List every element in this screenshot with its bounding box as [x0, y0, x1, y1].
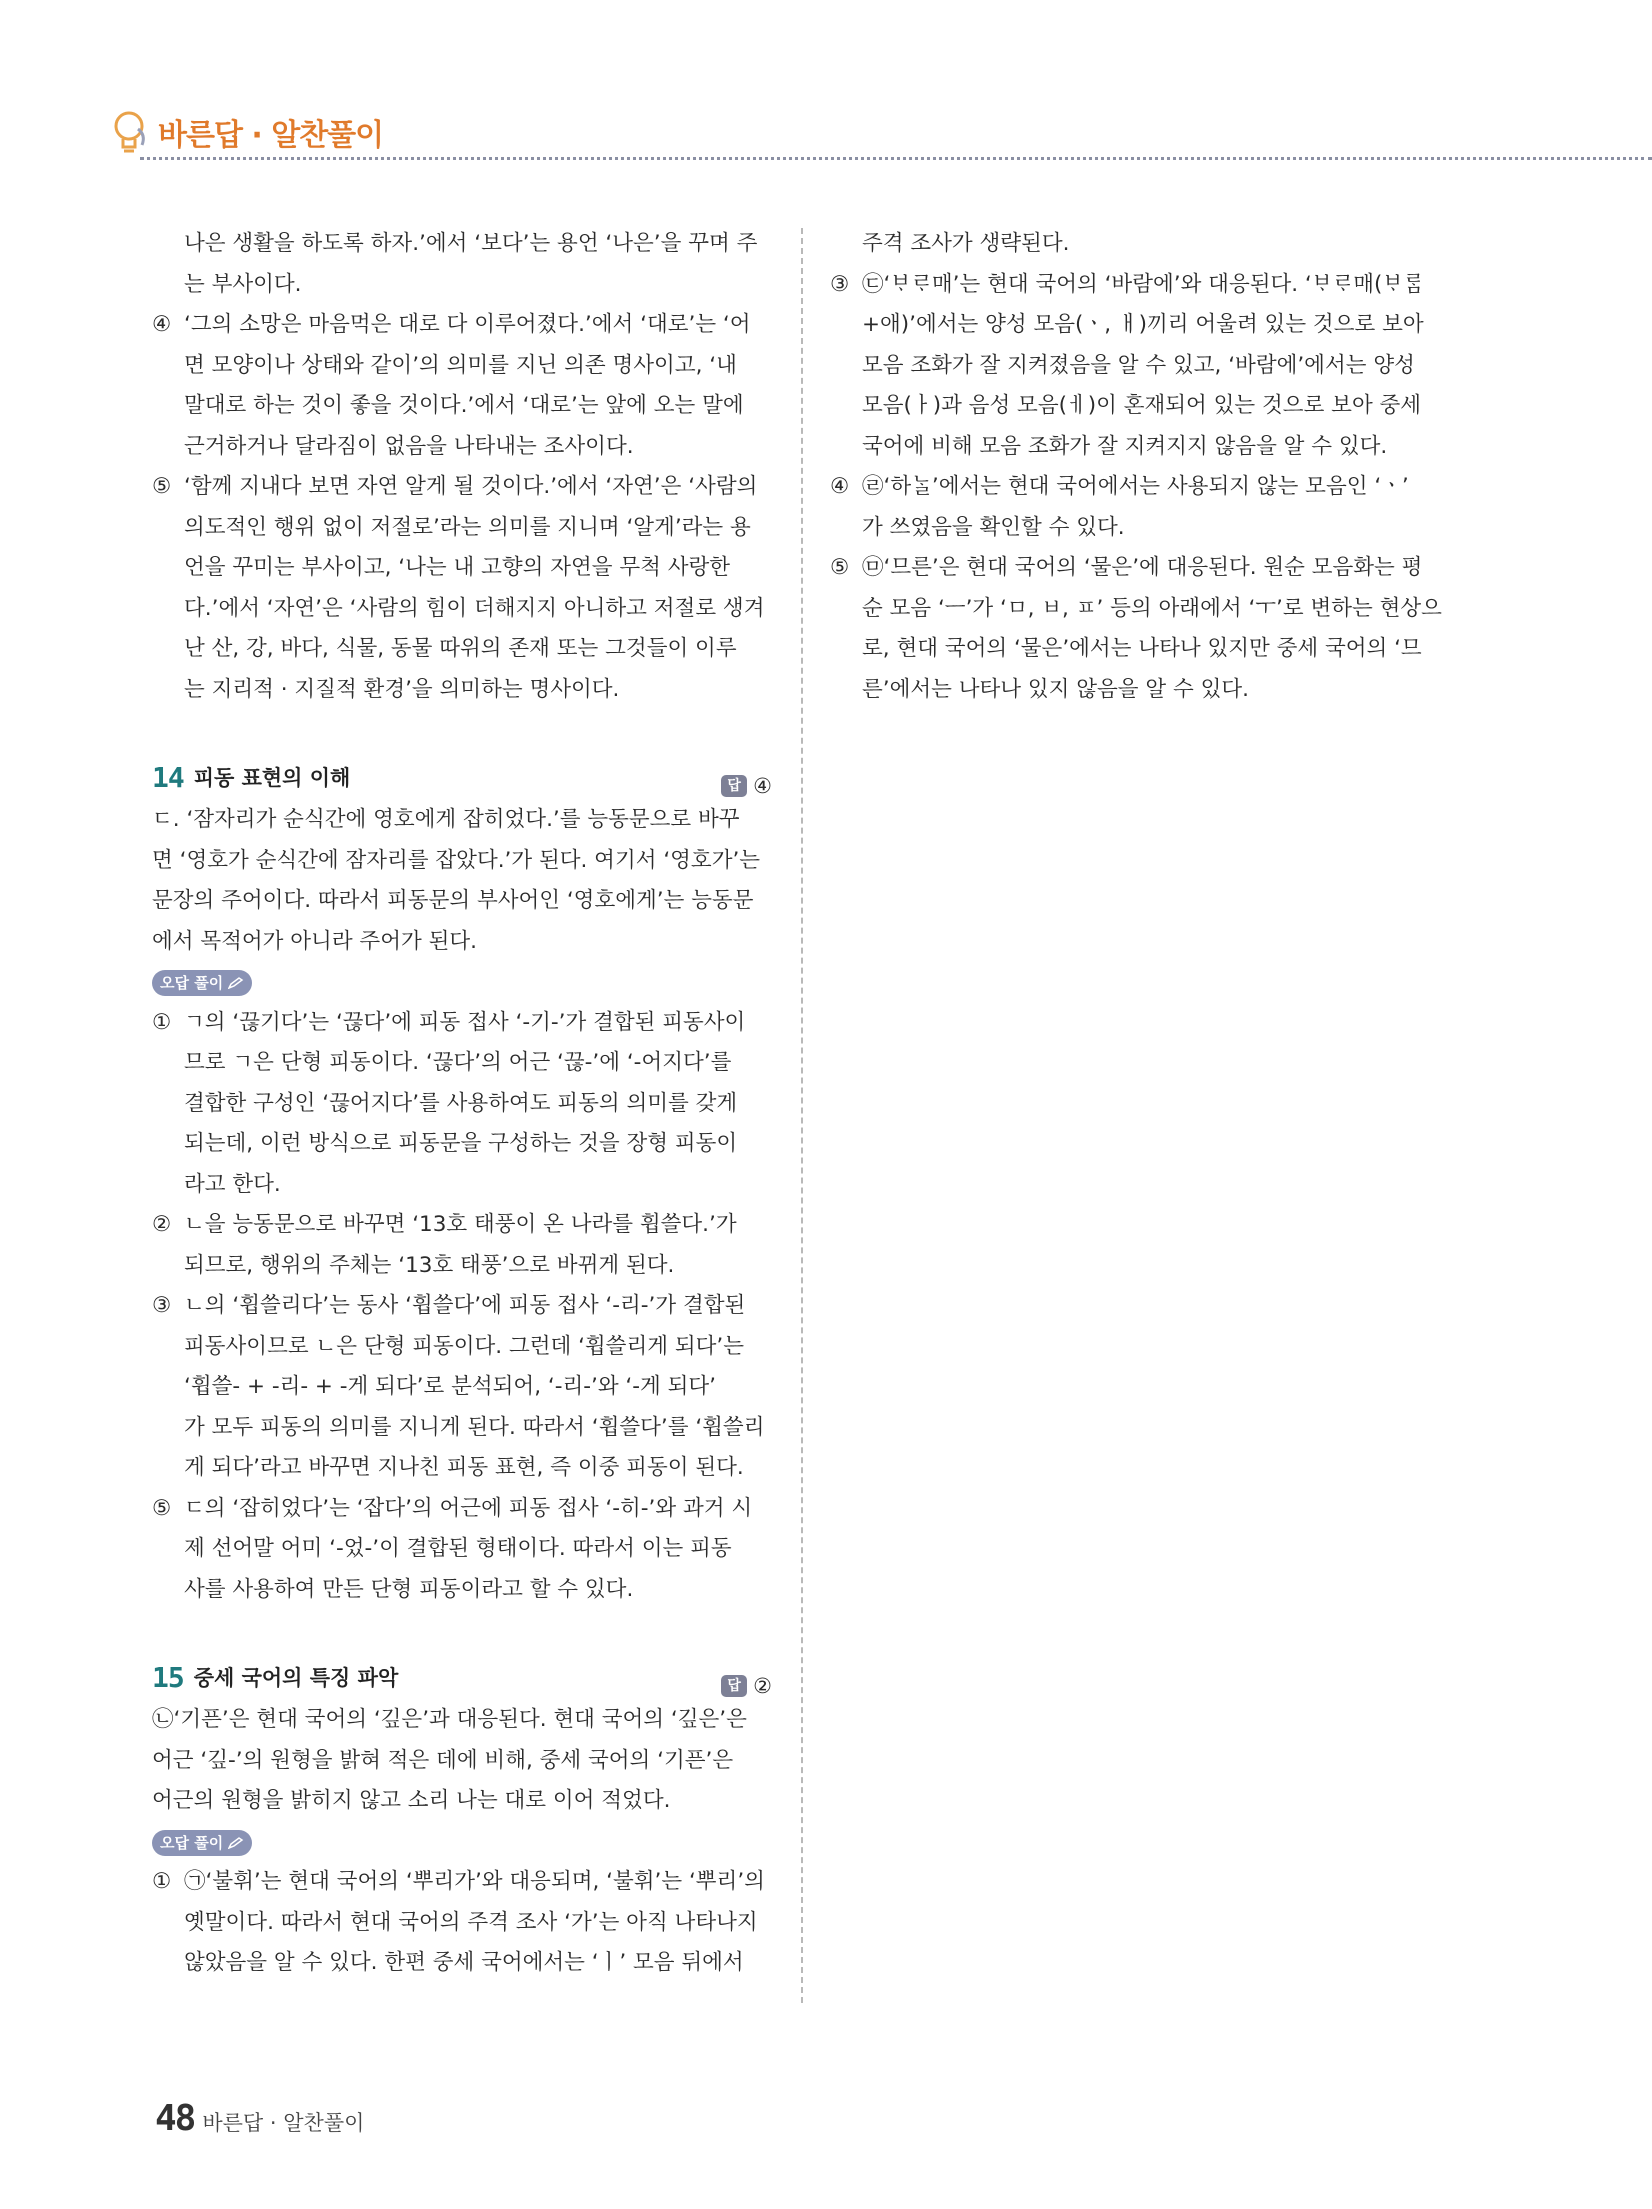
text-line: ㄱ의 ‘끊기다’는 ‘끊다’에 피동 접사 ‘-기-’가 결합된 피동사이: [184, 1009, 746, 1035]
item-number: ③: [152, 1293, 172, 1318]
text-line: ㉡‘기픈’은 현대 국어의 ‘깊은’과 대응된다. 현대 국어의 ‘깊은’은: [152, 1707, 747, 1732]
section-15-heading: [152, 1658, 772, 1698]
answer-marker: [721, 766, 772, 807]
section-title: 피동 표현의 이해: [193, 765, 351, 790]
wrong-answer-item-5: [152, 1489, 772, 1611]
text-line: 난 산, 강, 바다, 식물, 동물 따위의 존재 또는 그것들이 이루: [184, 636, 737, 661]
item-number: ⑤: [152, 474, 172, 499]
text-line: 다.’에서 ‘자연’은 ‘사람의 힘이 더해지지 아니하고 저절로 생겨: [184, 595, 765, 621]
text-line: 근거하거나 달라짐이 없음을 나타내는 조사이다.: [184, 433, 634, 459]
item-number: ②: [152, 1212, 172, 1237]
header-dotted-rule: [140, 157, 1652, 160]
text-line: 므로 ㄱ은 단형 피동이다. ‘끊다’의 어근 ‘끊-’에 ‘-어지다’를: [184, 1050, 732, 1075]
text-line: 가 쓰였음을 확인할 수 있다.: [862, 514, 1125, 540]
text-line: ㉠‘불휘’는 현대 국어의 ‘뿌리가’와 대응되며, ‘불휘’는 ‘뿌리’의: [184, 1869, 765, 1894]
wrong-answer-item-3: [830, 265, 1456, 468]
text-line: 른’에서는 나타나 있지 않음을 알 수 있다.: [862, 676, 1249, 702]
wrong-answer-item-4: [830, 467, 1456, 548]
text-line: 제 선어말 어미 ‘-었-’이 결합된 형태이다. 따라서 이는 피동: [184, 1536, 732, 1561]
text-line: 언을 꾸미는 부사이고, ‘나는 내 고향의 자연을 무척 사랑한: [184, 555, 731, 580]
footer-label: 바른답 · 알찬풀이: [202, 2111, 365, 2135]
answer-badge: 답: [721, 775, 747, 797]
wrong-answer-item-1: [152, 1003, 772, 1206]
text-line: ㄴ을 능동문으로 바꾸면 ‘13호 태풍이 온 나라를 휩쓸다.’가: [184, 1212, 737, 1237]
section-title: 중세 국어의 특징 파악: [193, 1665, 399, 1690]
text-line: ‘휩쓸- + -리- + -게 되다’로 분석되어, ‘-리-’와 ‘-게 되다’: [184, 1374, 716, 1399]
lightbulb-icon: [112, 109, 152, 155]
text-line: ‘함께 지내다 보면 자연 알게 될 것이다.’에서 ‘자연’은 ‘사람의: [184, 474, 758, 499]
section-number: 15: [152, 1660, 184, 1694]
page-footer: [155, 2098, 364, 2139]
item-number: ⑤: [830, 555, 850, 580]
text-line: ㉤‘므른’은 현대 국어의 ‘물은’에 대응된다. 원순 모음화는 평: [862, 555, 1423, 580]
explanation-item-5: [152, 467, 772, 710]
item-number: ④: [152, 312, 172, 337]
text-line: ‘그의 소망은 마음먹은 대로 다 이루어졌다.’에서 ‘대로’는 ‘어: [184, 312, 751, 337]
text-line: 국어에 비해 모음 조화가 잘 지켜지지 않음을 알 수 있다.: [862, 433, 1388, 459]
right-column: [830, 224, 1456, 710]
text-line: 나은 생활을 하도록 하자.’에서 ‘보다’는 용언 ‘나은’을 꾸며 주: [184, 231, 758, 256]
text-line: 되는데, 이런 방식으로 피동문을 구성하는 것을 장형 피동이: [184, 1131, 738, 1156]
wrong-answer-label: [152, 970, 252, 996]
text-line: 말대로 하는 것이 좋을 것이다.’에서 ‘대로’는 앞에 오는 말에: [184, 393, 744, 418]
text-line: 라고 한다.: [184, 1171, 281, 1197]
text-line: +애)’에서는 양성 모음(ㆍ, ㅐ)끼리 어울려 있는 것으로 보아: [862, 312, 1424, 337]
wrong-answer-text: 오답 풀이: [160, 974, 224, 992]
pencil-icon: [228, 1837, 244, 1849]
wrong-answer-item-1: [152, 1862, 772, 1984]
text-line: 모음(ㅏ)과 음성 모음(ㅔ)이 혼재되어 있는 것으로 보아 중세: [862, 393, 1422, 418]
text-line: 옛말이다. 따라서 현대 국어의 주격 조사 ‘가’는 아직 나타나지: [184, 1909, 758, 1935]
text-line: 피동사이므로 ㄴ은 단형 피동이다. 그런데 ‘휩쓸리게 되다’는: [184, 1333, 744, 1359]
answer-value: ④: [753, 774, 772, 798]
section-number: 14: [152, 760, 184, 794]
text-line: 에서 목적어가 아니라 주어가 된다.: [152, 928, 477, 954]
column-divider: [801, 228, 803, 2003]
item-number: ①: [152, 1009, 172, 1035]
text-line: 않았음을 알 수 있다. 한편 중세 국어에서는 ‘ㅣ’ 모음 뒤에서: [184, 1950, 744, 1975]
text-line: 문장의 주어이다. 따라서 피동문의 부사어인 ‘영호에게’는 능동문: [152, 888, 754, 913]
text-line: 로, 현대 국어의 ‘물은’에서는 나타나 있지만 중세 국어의 ‘므: [862, 636, 1422, 661]
text-line: 사를 사용하여 만든 단형 피동이라고 할 수 있다.: [184, 1576, 634, 1602]
text-line: ㄷ의 ‘잡히었다’는 ‘잡다’의 어근에 피동 접사 ‘-히-’와 과거 시: [184, 1495, 753, 1521]
page-header: [112, 108, 383, 156]
text-line: 의도적인 행위 없이 저절로’라는 의미를 지니며 ‘알게’라는 용: [184, 514, 751, 540]
text-line: 어근의 원형을 밝히지 않고 소리 나는 대로 이어 적었다.: [152, 1788, 671, 1813]
text-line: ㄷ. ‘잠자리가 순식간에 영호에게 잡히었다.’를 능동문으로 바꾸: [152, 807, 740, 832]
explanation-item-4: [152, 305, 772, 467]
item-number: ④: [830, 474, 850, 499]
item-number: ①: [152, 1869, 172, 1894]
text-line: 게 되다’라고 바꾸면 지나친 피동 표현, 즉 이중 피동이 된다.: [184, 1455, 744, 1480]
answer-marker: [721, 1666, 772, 1707]
text-line: 되므로, 행위의 주체는 ‘13호 태풍’으로 바뀌게 된다.: [184, 1252, 675, 1278]
item-number: ③: [830, 271, 850, 297]
text-line: 가 모두 피동의 의미를 지니게 된다. 따라서 ‘휩쓸다’를 ‘휩쓸리: [184, 1414, 765, 1440]
wrong-answer-item-5: [830, 548, 1456, 710]
pencil-icon: [228, 977, 244, 989]
item-number: ⑤: [152, 1495, 172, 1521]
wrong-answer-label: [152, 1830, 252, 1856]
text-line: 순 모음 ‘ㅡ’가 ‘ㅁ, ㅂ, ㅍ’ 등의 아래에서 ‘ㅜ’로 변하는 현상으: [862, 595, 1442, 621]
answer-value: ②: [753, 1674, 772, 1698]
text-line: 는 부사이다.: [184, 271, 302, 297]
text-line: ㉢‘ᄇᆞᄅᆞ매’는 현대 국어의 ‘바람에’와 대응된다. ‘ᄇᆞᄅᆞ매(ᄇᆞᄅᆞᆷ: [862, 271, 1424, 297]
text-line: 결합한 구성인 ‘끊어지다’를 사용하여도 피동의 의미를 갖게: [184, 1090, 738, 1116]
text-line: 면 ‘영호가 순식간에 잠자리를 잡았다.’가 된다. 여기서 ‘영호가’는: [152, 847, 761, 873]
wrong-answer-text: 오답 풀이: [160, 1833, 224, 1852]
left-column: [152, 224, 772, 1984]
text-line: 모음 조화가 잘 지켜졌음을 알 수 있고, ‘바람에’에서는 양성: [862, 352, 1415, 378]
answer-badge: 답: [721, 1675, 747, 1697]
wrong-answer-item-3: [152, 1286, 772, 1489]
text-line: 주격 조사가 생략된다.: [862, 231, 1070, 256]
header-title: 바른답 · 알찬풀이: [158, 118, 384, 153]
text-line: 어근 ‘깊-’의 원형을 밝혀 적은 데에 비해, 중세 국어의 ‘기픈’은: [152, 1747, 734, 1773]
text-line: ㉣‘하ᄂᆞᆯ’에서는 현대 국어에서는 사용되지 않는 모음인 ‘ㆍ’: [862, 474, 1409, 499]
wrong-answer-item-2: [152, 1205, 772, 1286]
text-line: 는 지리적 · 지질적 환경’을 의미하는 명사이다.: [184, 676, 620, 702]
section-14-heading: [152, 758, 772, 798]
text-line: ㄴ의 ‘휩쓸리다’는 동사 ‘휩쓸다’에 피동 접사 ‘-리-’가 결합된: [184, 1293, 746, 1318]
text-line: 면 모양이나 상태와 같이’의 의미를 지닌 의존 명사이고, ‘내: [184, 352, 737, 378]
page-number: 48: [155, 2098, 195, 2139]
